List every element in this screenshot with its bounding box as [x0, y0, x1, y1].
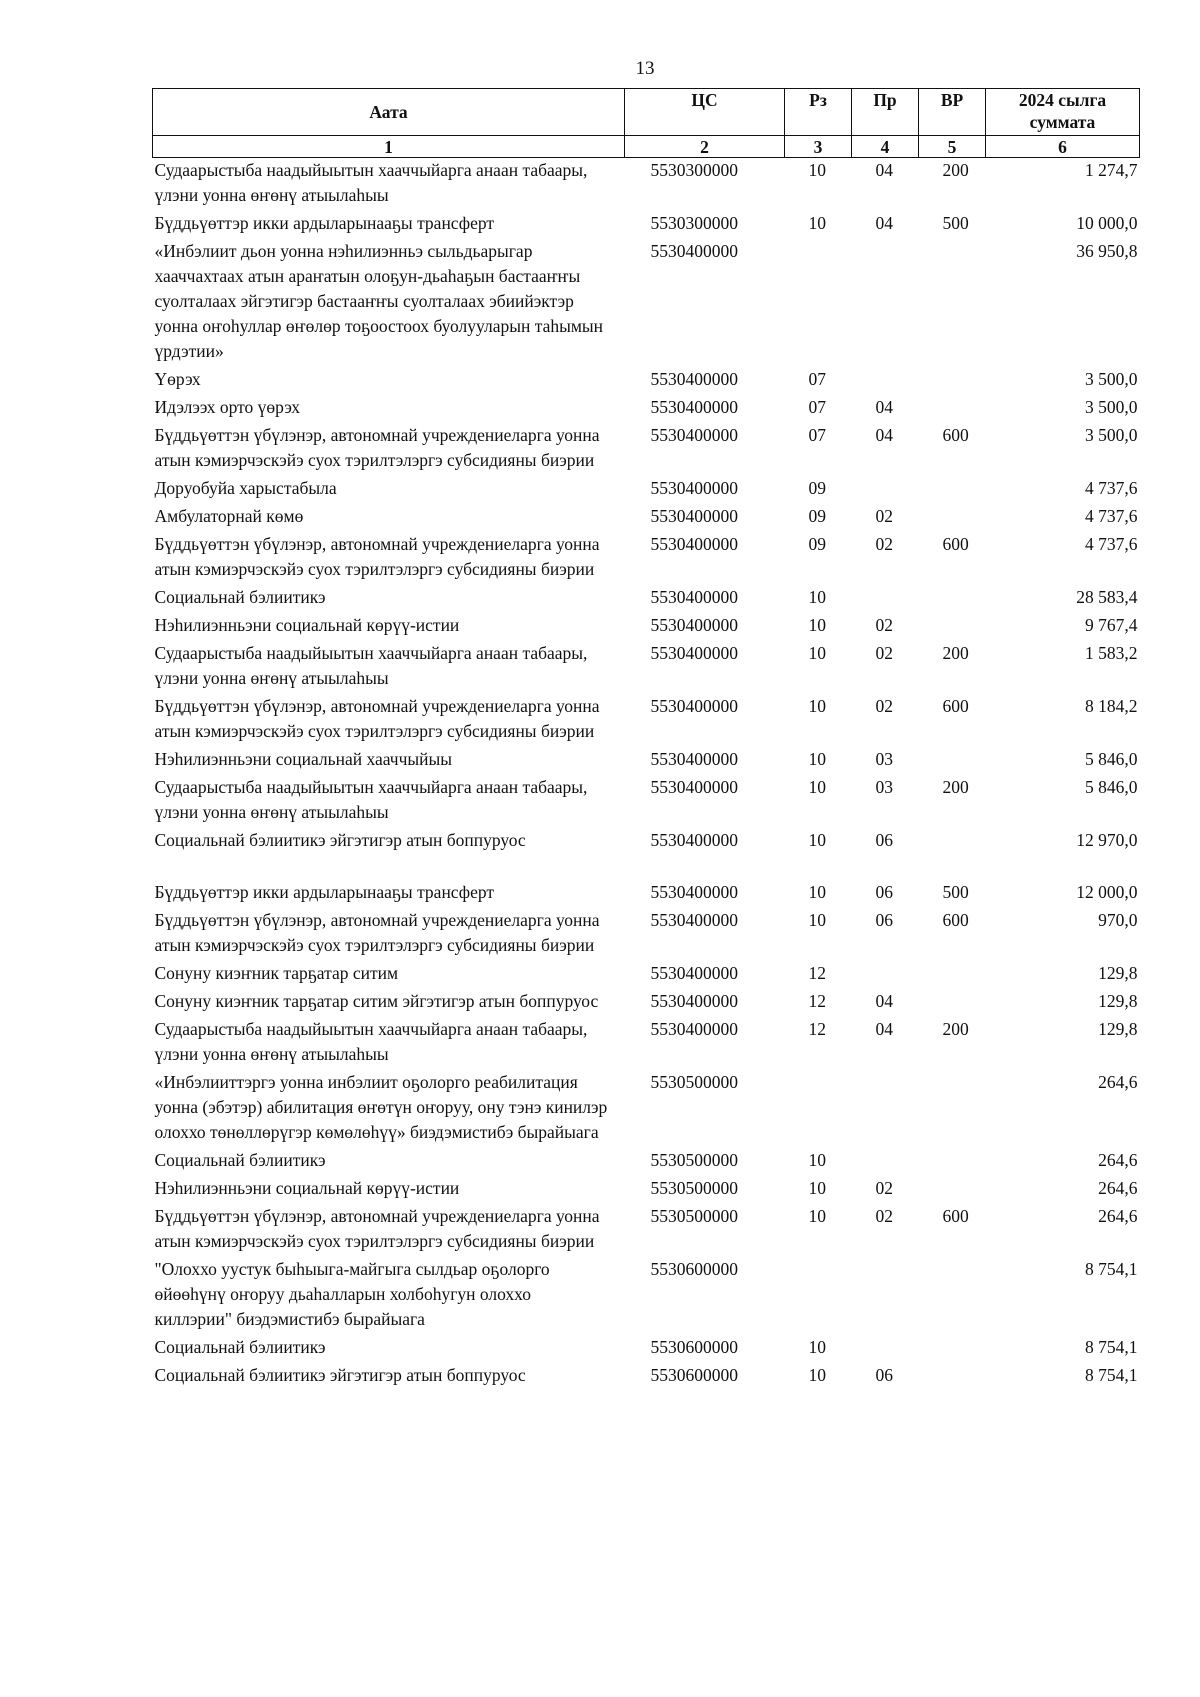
- budget-table-container: [152, 88, 1139, 1391]
- row-vr: [919, 989, 986, 1017]
- table-row: [153, 989, 1140, 1017]
- table-row: [153, 532, 1140, 585]
- row-sum: 8 754,1: [1085, 1337, 1138, 1357]
- column-number-row: [153, 136, 1140, 158]
- row-name: Бүддьүөттэн үбүлэнэр, автономнай учреждениеларга уонна атын кэмиэрчэскэйэ суох тэрилтэлэргэ субсидияны биэрии: [154, 1206, 600, 1251]
- row-rz: 09: [808, 506, 826, 526]
- row-code: 5530400000: [650, 534, 738, 554]
- row-pr: 04: [875, 160, 893, 180]
- table-row: [153, 1148, 1140, 1176]
- row-code: 5530400000: [650, 991, 738, 1011]
- row-name: Судаарыстыба наадыйыытын хааччыйарга анаан табаары, үлэни уонна өҥөнү атыылаһыы: [154, 1019, 588, 1064]
- table-row: [153, 961, 1140, 989]
- row-sum: 4 737,6: [1085, 478, 1138, 498]
- row-sum: 28 583,4: [1076, 587, 1138, 607]
- row-rz: [785, 1070, 852, 1148]
- row-pr: 02: [875, 534, 893, 554]
- row-code: 5530400000: [650, 369, 738, 389]
- table-row: [153, 1017, 1140, 1070]
- row-name: Амбулаторнай көмө: [154, 506, 304, 526]
- row-name: Нэһилиэнньэни социальнай көрүү-истии: [154, 1178, 460, 1198]
- row-pr: 06: [875, 882, 893, 902]
- row-code: 5530400000: [650, 910, 738, 930]
- row-name: Бүддьүөттэр икки ардыларынааҕы трансферт: [154, 882, 495, 902]
- row-pr: 04: [875, 991, 893, 1011]
- row-rz: 12: [808, 991, 826, 1011]
- row-code: 5530400000: [650, 615, 738, 635]
- row-vr: 600: [942, 534, 969, 554]
- row-code: 5530500000: [650, 1178, 738, 1198]
- row-code: 5530400000: [650, 397, 738, 417]
- budget-table: [152, 88, 1140, 1391]
- row-vr: 600: [942, 1206, 969, 1226]
- row-vr: 500: [942, 882, 969, 902]
- row-sum: 4 737,6: [1085, 534, 1138, 554]
- row-sum: 3 500,0: [1085, 369, 1138, 389]
- row-pr: 04: [875, 213, 893, 233]
- row-sum: 970,0: [1098, 910, 1138, 930]
- header-row: [153, 89, 1140, 136]
- row-sum: 264,6: [1098, 1072, 1138, 1092]
- table-row: [153, 828, 1140, 856]
- row-rz: [785, 1257, 852, 1335]
- row-rz: 10: [808, 882, 826, 902]
- row-name: Социальнай бэлиитикэ эйгэтигэр атын боппуруос: [154, 830, 526, 850]
- row-pr: 02: [875, 615, 893, 635]
- row-code: 5530400000: [650, 425, 738, 445]
- row-rz: 10: [808, 1206, 826, 1226]
- row-code: 5530400000: [650, 963, 738, 983]
- row-rz: 07: [808, 425, 826, 445]
- table-row: [153, 613, 1140, 641]
- row-name: Доруобуйа харыстабыла: [154, 478, 337, 498]
- row-pr: 06: [875, 830, 893, 850]
- row-code: 5530400000: [650, 777, 738, 797]
- row-vr: [919, 1335, 986, 1363]
- row-code: 5530300000: [650, 160, 738, 180]
- row-vr: [919, 828, 986, 856]
- row-pr: 02: [875, 1206, 893, 1226]
- row-name: Үөрэх: [154, 369, 201, 389]
- row-pr: [852, 1070, 919, 1148]
- table-row: [153, 775, 1140, 828]
- row-sum: 8 754,1: [1085, 1365, 1138, 1385]
- table-row: [153, 856, 1140, 908]
- row-sum: 129,8: [1098, 991, 1138, 1011]
- row-name: «Инбэлиит дьон уонна нэһилиэнньэ сыльдьарыгар хааччахтаах атын араҥатын олоҕун-дьаһаҕын бастааҥҥы суолталаах эйгэтигэр бастааҥҥы суолталаах эбиийэктэр уонна оҥоһуллар өҥөлөр тоҕоостоох буолууларын таһымын үрдэтии»: [154, 241, 604, 361]
- row-sum: 129,8: [1098, 1019, 1138, 1039]
- row-rz: 10: [808, 1150, 826, 1170]
- row-name: Бүддьүөттэн үбүлэнэр, автономнай учреждениеларга уонна атын кэмиэрчэскэйэ суох тэрилтэлэргэ субсидияны биэрии: [154, 910, 600, 955]
- row-sum: 264,6: [1098, 1206, 1138, 1226]
- row-name: «Инбэлииттэргэ уонна инбэлиит оҕолорго реабилитация уонна (эбэтэр) абилитация өҥөтүн оҥоруу, ону тэнэ кинилэр олоххо төнөллөрүгэр көмөлөһүү» биэдэмистибэ бырайыага: [154, 1072, 608, 1142]
- page-number: 13: [635, 58, 655, 79]
- row-pr: [852, 1148, 919, 1176]
- row-vr: 600: [942, 910, 969, 930]
- row-pr: 06: [875, 1365, 893, 1385]
- row-sum: 8 754,1: [1085, 1259, 1138, 1279]
- row-vr: [919, 239, 986, 367]
- header-vr: ВР: [919, 89, 986, 136]
- header-rz: Рз: [785, 89, 852, 136]
- row-rz: 10: [808, 1178, 826, 1198]
- row-name: Социальнай бэлиитикэ: [154, 1337, 326, 1357]
- table-row: [153, 908, 1140, 961]
- row-name: Бүддьүөттэн үбүлэнэр, автономнай учреждениеларга уонна атын кэмиэрчэскэйэ суох тэрилтэлэргэ субсидияны биэрии: [154, 534, 600, 579]
- row-pr: 02: [875, 1178, 893, 1198]
- row-name: Социальнай бэлиитикэ эйгэтигэр атын боппуруос: [154, 1365, 526, 1385]
- row-rz: 10: [808, 696, 826, 716]
- row-pr: [852, 1257, 919, 1335]
- table-row: [153, 585, 1140, 613]
- row-vr: [919, 1148, 986, 1176]
- row-pr: 06: [875, 910, 893, 930]
- row-pr: 04: [875, 425, 893, 445]
- row-sum: 1 274,7: [1085, 160, 1138, 180]
- row-code: 5530400000: [650, 1019, 738, 1039]
- row-pr: [852, 239, 919, 367]
- row-sum: 264,6: [1098, 1178, 1138, 1198]
- row-rz: 10: [808, 910, 826, 930]
- row-rz: 10: [808, 830, 826, 850]
- row-name: Бүддьүөттэр икки ардыларынааҕы трансферт: [154, 213, 495, 233]
- table-row: [153, 504, 1140, 532]
- row-vr: [919, 367, 986, 395]
- row-rz: 12: [808, 1019, 826, 1039]
- table-row: [153, 423, 1140, 476]
- row-pr: 03: [875, 777, 893, 797]
- row-name: Идэлээх орто үөрэх: [154, 397, 300, 417]
- row-sum: 12 000,0: [1076, 882, 1138, 902]
- row-rz: 10: [808, 749, 826, 769]
- table-row: [153, 1204, 1140, 1257]
- row-pr: 04: [875, 397, 893, 417]
- table-row: [153, 367, 1140, 395]
- row-vr: [919, 1070, 986, 1148]
- row-name: Нэһилиэнньэни социальнай көрүү-истии: [154, 615, 460, 635]
- row-rz: 10: [808, 1365, 826, 1385]
- table-row: [153, 1363, 1140, 1391]
- row-code: 5530600000: [650, 1259, 738, 1279]
- row-rz: 10: [808, 213, 826, 233]
- row-code: 5530600000: [650, 1365, 738, 1385]
- table-row: [153, 239, 1140, 367]
- row-sum: 9 767,4: [1085, 615, 1138, 635]
- table-row: [153, 158, 1140, 212]
- row-pr: 02: [875, 643, 893, 663]
- row-sum: 129,8: [1098, 963, 1138, 983]
- row-pr: 02: [875, 696, 893, 716]
- row-sum: 36 950,8: [1076, 241, 1138, 261]
- table-row: [153, 694, 1140, 747]
- row-rz: 10: [808, 777, 826, 797]
- row-rz: 07: [808, 397, 826, 417]
- row-sum: 5 846,0: [1085, 749, 1138, 769]
- row-code: 5530400000: [650, 506, 738, 526]
- row-rz: 10: [808, 615, 826, 635]
- row-name: Социальнай бэлиитикэ: [154, 1150, 326, 1170]
- column-number: 1: [153, 136, 625, 158]
- row-code: 5530500000: [650, 1072, 738, 1092]
- row-code: 5530400000: [650, 882, 738, 902]
- row-vr: [919, 1257, 986, 1335]
- row-sum: 264,6: [1098, 1150, 1138, 1170]
- row-sum: 10 000,0: [1076, 213, 1138, 233]
- row-vr: 200: [942, 160, 969, 180]
- row-rz: 09: [808, 478, 826, 498]
- row-code: 5530600000: [650, 1337, 738, 1357]
- row-vr: [919, 1363, 986, 1391]
- row-pr: [852, 961, 919, 989]
- row-code: 5530400000: [650, 478, 738, 498]
- table-row: [153, 1176, 1140, 1204]
- table-body: [153, 158, 1140, 1392]
- row-name: Нэһилиэнньэни социальнай хааччыйыы: [154, 749, 453, 769]
- row-sum: 1 583,2: [1085, 643, 1138, 663]
- row-vr: [919, 747, 986, 775]
- row-sum: 12 970,0: [1076, 830, 1138, 850]
- row-code: 5530500000: [650, 1150, 738, 1170]
- table-header: [153, 89, 1140, 158]
- row-vr: [919, 395, 986, 423]
- row-rz: 07: [808, 369, 826, 389]
- row-code: 5530400000: [650, 241, 738, 261]
- header-pr: Пр: [852, 89, 919, 136]
- table-row: [153, 747, 1140, 775]
- table-row: [153, 476, 1140, 504]
- table-row: [153, 641, 1140, 694]
- row-name: Социальнай бэлиитикэ: [154, 587, 326, 607]
- row-code: 5530400000: [650, 696, 738, 716]
- header-sum: 2024 сылга суммата: [986, 89, 1140, 136]
- row-pr: [852, 476, 919, 504]
- row-name: "Олоххо уустук быһыыга-майгыга сылдьар оҕолорго өйөөһүнү оҥоруу дьаһалларын холбоһугун олоххо киллэрии" биэдэмистибэ бырайыага: [154, 1259, 550, 1329]
- row-code: 5530400000: [650, 643, 738, 663]
- row-vr: 500: [942, 213, 969, 233]
- row-rz: 10: [808, 1337, 826, 1357]
- row-rz: 12: [808, 963, 826, 983]
- row-name: Бүддьүөттэн үбүлэнэр, автономнай учреждениеларга уонна атын кэмиэрчэскэйэ суох тэрилтэлэргэ субсидияны биэрии: [154, 425, 600, 470]
- row-sum: 4 737,6: [1085, 506, 1138, 526]
- row-name: Судаарыстыба наадыйыытын хааччыйарга анаан табаары, үлэни уонна өҥөнү атыылаһыы: [154, 160, 588, 205]
- row-vr: [919, 961, 986, 989]
- row-vr: [919, 613, 986, 641]
- row-code: 5530400000: [650, 749, 738, 769]
- row-sum: 3 500,0: [1085, 425, 1138, 445]
- row-vr: [919, 504, 986, 532]
- row-vr: 200: [942, 777, 969, 797]
- table-row: [153, 1070, 1140, 1148]
- table-row: [153, 1257, 1140, 1335]
- row-pr: 03: [875, 749, 893, 769]
- row-code: 5530400000: [650, 830, 738, 850]
- row-rz: 10: [808, 643, 826, 663]
- column-number: 4: [852, 136, 919, 158]
- row-name: Судаарыстыба наадыйыытын хааччыйарга анаан табаары, үлэни уонна өҥөнү атыылаһыы: [154, 643, 588, 688]
- row-rz: [785, 239, 852, 367]
- row-name: Судаарыстыба наадыйыытын хааччыйарга анаан табаары, үлэни уонна өҥөнү атыылаһыы: [154, 777, 588, 822]
- row-pr: 02: [875, 506, 893, 526]
- row-vr: 200: [942, 1019, 969, 1039]
- row-vr: [919, 585, 986, 613]
- row-vr: [919, 476, 986, 504]
- row-rz: 09: [808, 534, 826, 554]
- row-vr: [919, 1176, 986, 1204]
- row-pr: [852, 367, 919, 395]
- column-number: 2: [625, 136, 785, 158]
- row-vr: 600: [942, 696, 969, 716]
- row-code: 5530500000: [650, 1206, 738, 1226]
- header-name: Аата: [153, 89, 625, 136]
- row-rz: 10: [808, 160, 826, 180]
- row-code: 5530400000: [650, 587, 738, 607]
- header-cs: ЦС: [625, 89, 785, 136]
- row-vr: 600: [942, 425, 969, 445]
- row-name: Сонуну киэҥник тарҕатар ситим эйгэтигэр атын боппуруос: [154, 991, 599, 1011]
- row-pr: [852, 1335, 919, 1363]
- column-number: 6: [986, 136, 1140, 158]
- row-name: Бүддьүөттэн үбүлэнэр, автономнай учреждениеларга уонна атын кэмиэрчэскэйэ суох тэрилтэлэргэ субсидияны биэрии: [154, 696, 600, 741]
- column-number: 3: [785, 136, 852, 158]
- table-row: [153, 1335, 1140, 1363]
- table-row: [153, 395, 1140, 423]
- column-number: 5: [919, 136, 986, 158]
- row-sum: 8 184,2: [1085, 696, 1138, 716]
- row-code: 5530300000: [650, 213, 738, 233]
- row-pr: [852, 585, 919, 613]
- row-rz: 10: [808, 587, 826, 607]
- row-sum: 5 846,0: [1085, 777, 1138, 797]
- row-name: Сонуну киэҥник тарҕатар ситим: [154, 963, 399, 983]
- row-sum: 3 500,0: [1085, 397, 1138, 417]
- row-pr: 04: [875, 1019, 893, 1039]
- row-vr: 200: [942, 643, 969, 663]
- table-row: [153, 211, 1140, 239]
